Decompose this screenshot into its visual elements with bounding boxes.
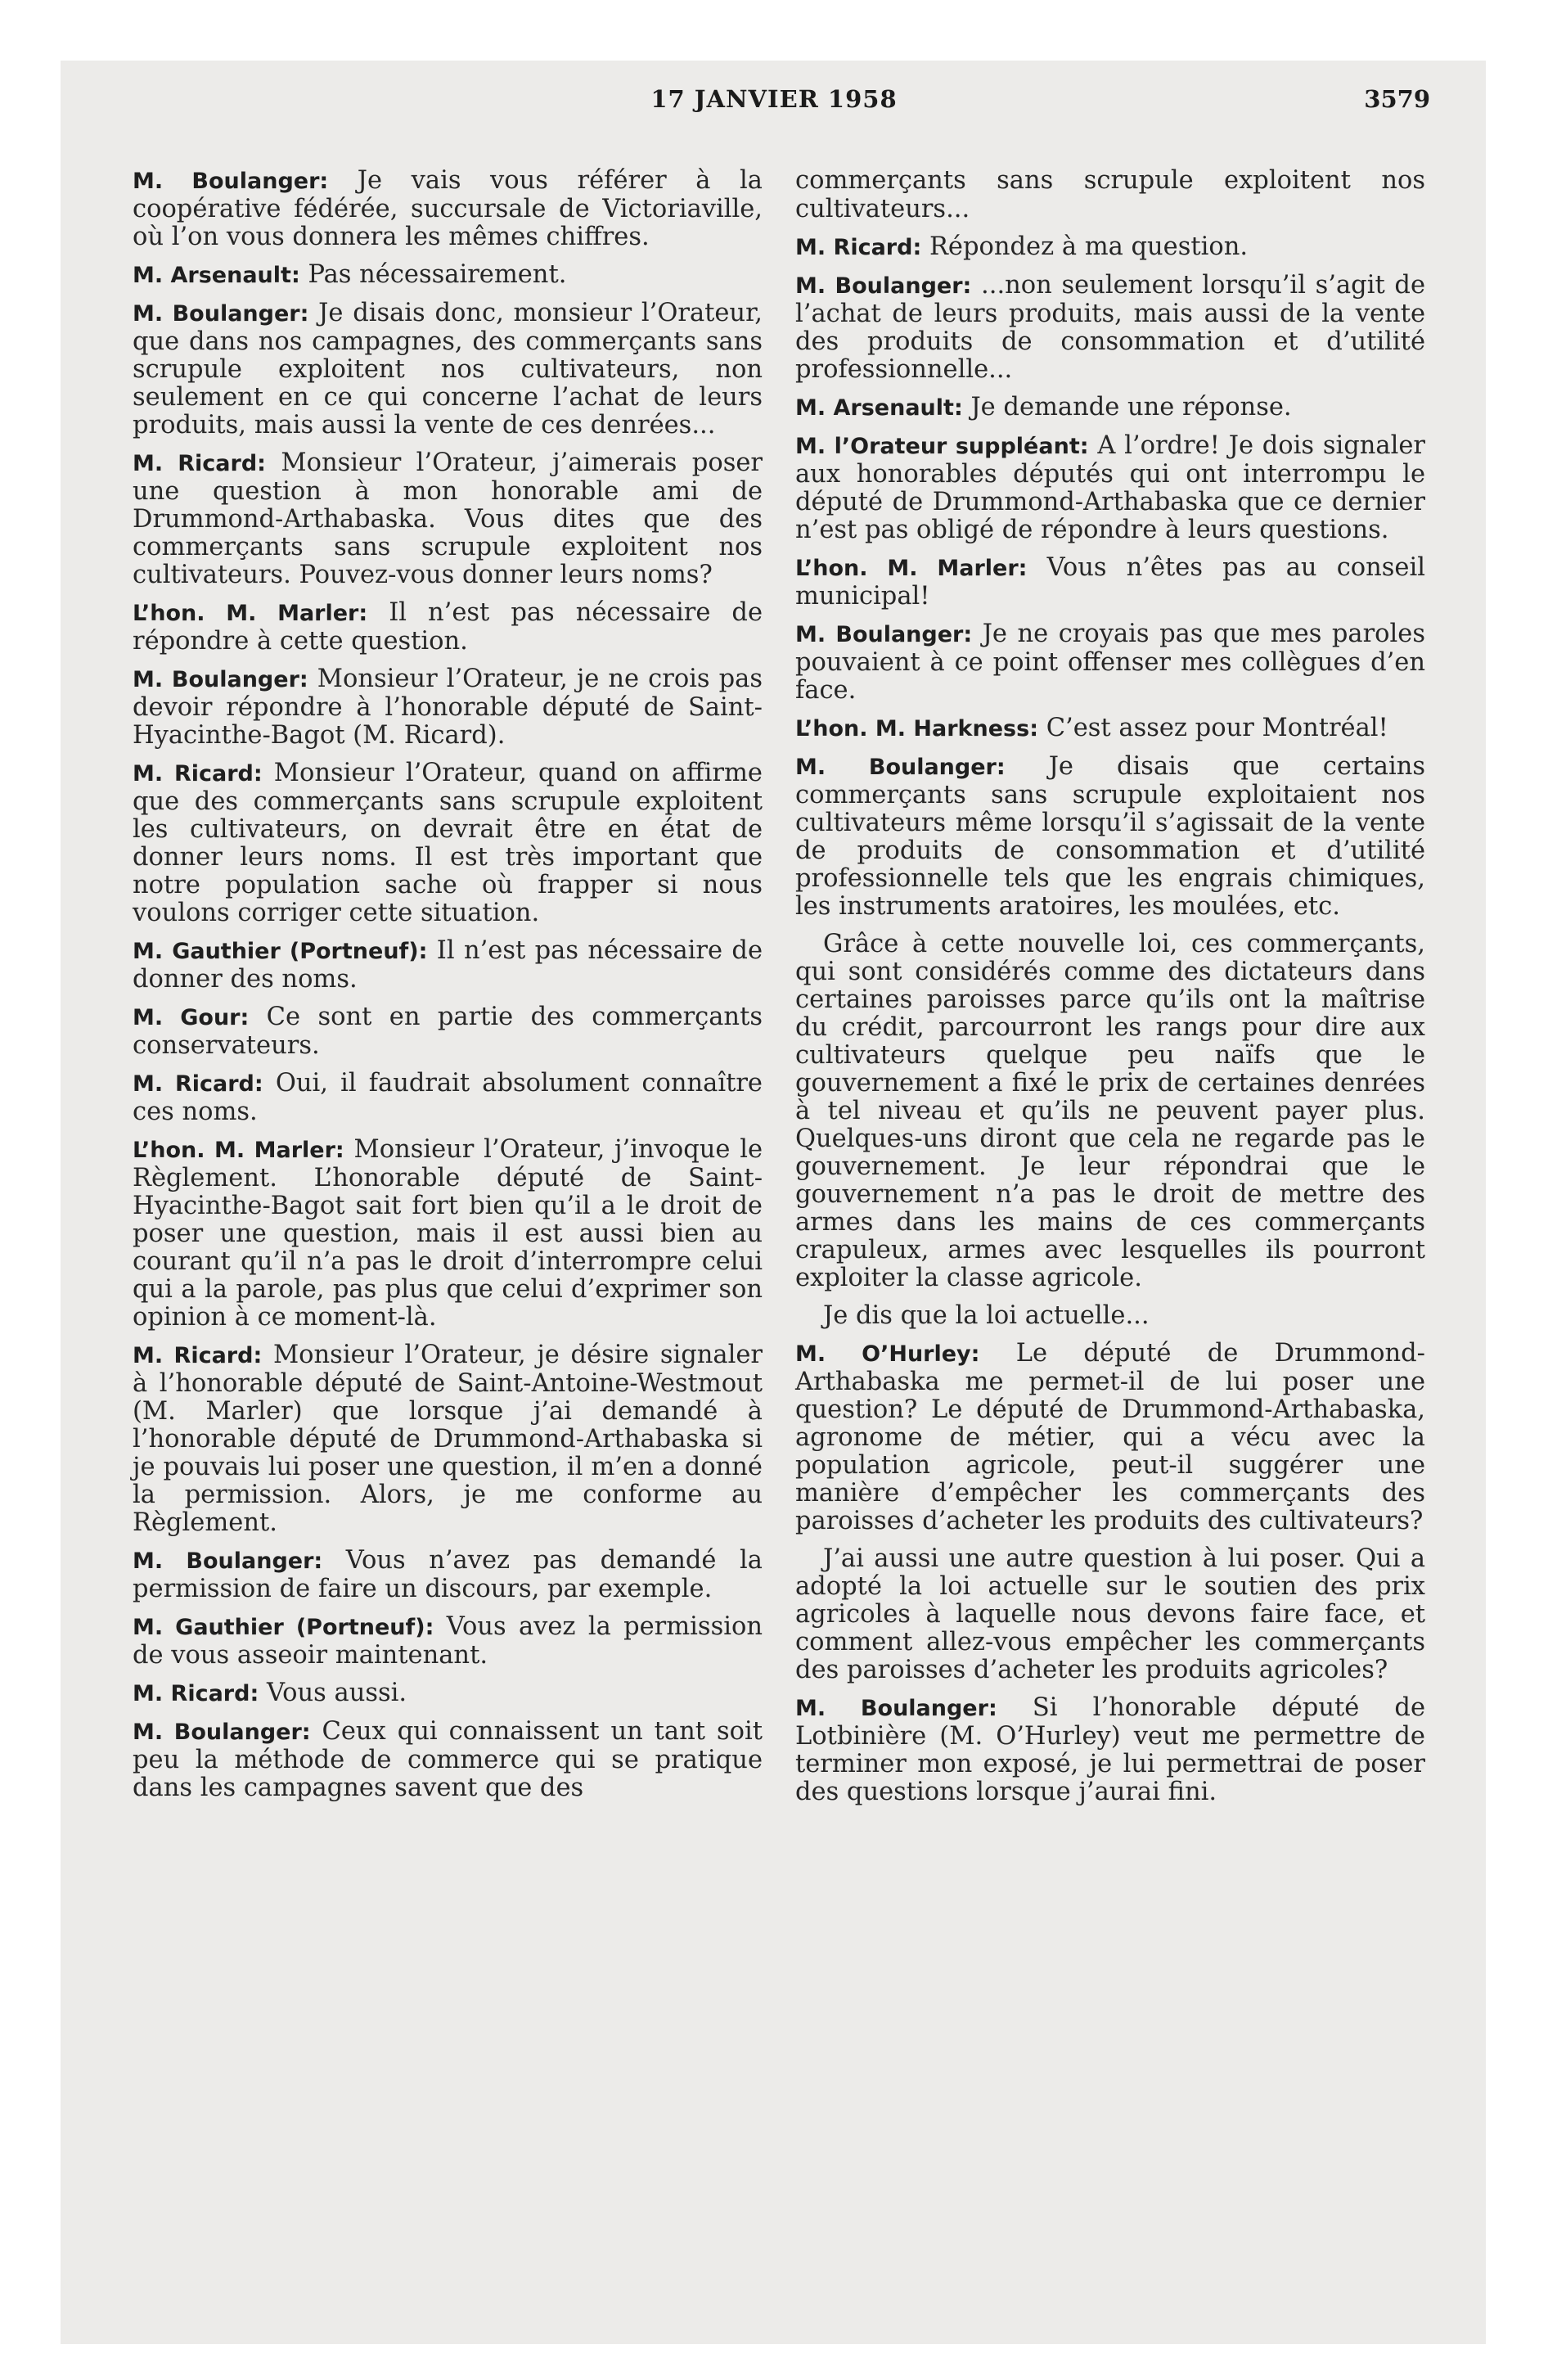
- speech-text: Monsieur l’Orateur, quand on affirme que des commerçants sans scrupule exploitent les cultivateurs, on devrait être en état de donner leurs noms. Il est très important que notre population sache où frapper si nous voulons corriger cette situation.: [133, 759, 763, 927]
- speech-text: Monsieur l’Orateur, je désire signaler à l’honorable député de Saint-Antoine-Westmout (M. Marler) que lorsque j’ai demandé à l’honorable député de Drummond-Arthabaska si je pouvais lui poser une question, il m’en a donné la permission. Alors, je me conforme au Règlement.: [133, 1341, 763, 1537]
- speech-text: Je demande une réponse.: [962, 393, 1292, 421]
- speech-text: A l’ordre! Je dois signaler aux honorables députés qui ont interrompu le député de Drummond-Arthabaska que ce dernier n’est pas obligé de répondre à leurs questions.: [795, 431, 1425, 544]
- paragraph: [795, 394, 1425, 422]
- paragraph: [133, 1613, 763, 1670]
- speech-text: Je ne croyais pas que mes paroles pouvaient à ce point offenser mes collègues d’en face.: [795, 620, 1425, 705]
- paragraph: [133, 1547, 763, 1603]
- paragraph: [795, 1302, 1425, 1330]
- paragraph: [795, 620, 1425, 705]
- paragraph: [795, 432, 1425, 544]
- speech-text: Vous n’êtes pas au conseil municipal!: [795, 553, 1425, 611]
- paragraph: [795, 167, 1425, 223]
- speech-text: Je vais vous référer à la coopérative fédérée, succursale de Victoriaville, où l’on vous donnera les mêmes chiffres.: [133, 166, 763, 251]
- speaker-name: M. Boulanger:: [795, 755, 1006, 780]
- speaker-name: M. O’Hurley:: [795, 1341, 980, 1367]
- page-number: 3579: [1364, 85, 1430, 113]
- speech-text: Vous aussi.: [259, 1679, 407, 1707]
- paragraph: [133, 300, 763, 439]
- speaker-name: M. Ricard:: [133, 1071, 263, 1097]
- paragraph: [133, 1679, 763, 1708]
- speech-text: Grâce à cette nouvelle loi, ces commerçants, qui sont considérés comme des dictateurs dans certaines paroisses parce qu’ils ont la maîtrise du crédit, parcourront les rangs pour dire aux cultivateurs quelque peu naïfs que le gouvernement a fixé le prix de certaines denrées à tel niveau et qu’ils ne peuvent payer plus. Quelques-uns diront que cela ne regarde pas le gouvernement. Je leur répondrai que le gouvernement n’a pas le droit de mettre des armes dans les mains de ces commerçants crapuleux, armes avec lesquelles ils pourront exploiter la classe agricole.: [795, 930, 1425, 1292]
- speech-text: Ceux qui connaissent un tant soit peu la méthode de commerce qui se pratique dans les campagnes savent que des: [133, 1717, 763, 1802]
- paragraph: [795, 554, 1425, 611]
- speaker-name: M. Ricard:: [795, 235, 922, 260]
- speech-text: Le député de Drummond-Arthabaska me permet-il de lui poser une question? Le député de Drummond-Arthabaska, agronome de métier, qui a vécu avec la population agricole, peut-il suggérer une manière d’empêcher les commerçants des paroisses d’acheter les produits des cultivateurs?: [795, 1339, 1425, 1535]
- speaker-name: M. Boulanger:: [133, 301, 309, 327]
- paragraph: [795, 1340, 1425, 1535]
- speech-text: J’ai aussi une autre question à lui poser. Qui a adopté la loi actuelle sur le soutien des prix agricoles à laquelle nous devons faire face, et comment allez-vous empêcher les commerçants des paroisses d’acheter les produits agricoles?: [795, 1544, 1425, 1684]
- speech-text: commerçants sans scrupule exploitent nos cultivateurs...: [795, 166, 1425, 223]
- paragraph: [795, 272, 1425, 384]
- speaker-name: M. Ricard:: [133, 1343, 263, 1368]
- left-column: [133, 167, 763, 1812]
- speech-text: Je dis que la loi actuelle...: [823, 1301, 1150, 1330]
- speaker-name: M. Boulanger:: [133, 1720, 311, 1745]
- paragraph: [795, 931, 1425, 1292]
- speech-text: Il n’est pas nécessaire de répondre à cette question.: [133, 598, 763, 656]
- speaker-name: M. Ricard:: [133, 761, 263, 787]
- paragraph: [795, 714, 1425, 743]
- paragraph: [133, 167, 763, 251]
- speech-text: Ce sont en partie des commerçants conservateurs.: [133, 1003, 763, 1060]
- speech-text: Monsieur l’Orateur, j’aimerais poser une question à mon honorable ami de Drummond-Arthabaska. Vous dites que des commerçants sans scrupule exploitent nos cultivateurs. Pouvez-vous donner leurs noms?: [133, 449, 763, 589]
- paragraph: [133, 261, 763, 290]
- speaker-name: L’hon. M. Harkness:: [795, 716, 1038, 741]
- paragraph: [133, 449, 763, 589]
- paragraph: [133, 1136, 763, 1332]
- paragraph: [133, 599, 763, 656]
- paragraph: [133, 1341, 763, 1537]
- speech-text: Vous avez la permission de vous asseoir maintenant.: [133, 1612, 763, 1670]
- paragraph: [133, 760, 763, 927]
- speaker-name: M. Gauthier (Portneuf):: [133, 1615, 434, 1640]
- speaker-name: M. Ricard:: [133, 1681, 259, 1706]
- speaker-name: M. Ricard:: [133, 451, 266, 476]
- speech-text: Monsieur l’Orateur, je ne crois pas devoir répondre à l’honorable député de Saint-Hyacinthe-Bagot (M. Ricard).: [133, 665, 763, 750]
- speech-text: C’est assez pour Montréal!: [1038, 714, 1388, 742]
- paragraph: [795, 1545, 1425, 1684]
- speech-text: Il n’est pas nécessaire de donner des noms.: [133, 936, 763, 994]
- speaker-name: M. Arsenault:: [133, 263, 300, 288]
- speech-text: Monsieur l’Orateur, j’invoque le Règlement. L’honorable député de Saint-Hyacinthe-Bagot sait fort bien qu’il a le droit de poser une question, mais il est aussi bien au courant qu’il n’a pas le droit d’interrompre celui qui a la parole, pas plus que celui d’exprimer son opinion à ce moment-là.: [133, 1135, 763, 1332]
- paragraph: [133, 1718, 763, 1802]
- speech-text: Si l’honorable député de Lotbinière (M. O’Hurley) veut me permettre de terminer mon exposé, je lui permettrai de poser des questions lorsque j’aurai fini.: [795, 1693, 1426, 1806]
- paragraph: [795, 1694, 1425, 1806]
- header-date: 17 JANVIER 1958: [650, 85, 898, 113]
- speaker-name: M. Gour:: [133, 1005, 250, 1030]
- page-header: [61, 85, 1487, 123]
- speech-text: Je disais que certains commerçants sans scrupule exploitaient nos cultivateurs même lorsqu’il s’agissait de la vente de produits de consommation et d’utilité professionnelle tels que les engrais chimiques, les instruments aratoires, les moulées, etc.: [795, 752, 1426, 921]
- speaker-name: M. Boulanger:: [133, 667, 308, 692]
- speech-text: ...non seulement lorsqu’il s’agit de l’achat de leurs produits, mais aussi de la vente des produits de consommation et d’utilité professionnelle...: [795, 271, 1426, 384]
- paragraph: [133, 665, 763, 750]
- paragraph: [795, 753, 1425, 921]
- paragraph: [133, 1003, 763, 1060]
- speaker-name: L’hon. M. Marler:: [795, 556, 1028, 581]
- speaker-name: M. Boulanger:: [133, 169, 329, 194]
- speaker-name: M. Boulanger:: [795, 622, 973, 647]
- speech-text: Répondez à ma question.: [921, 232, 1249, 261]
- speech-text: Pas nécessairement.: [299, 260, 567, 289]
- speech-text: Je disais donc, monsieur l’Orateur, que dans nos campagnes, des commerçants sans scrupule exploitent nos cultivateurs, non seulement en ce qui concerne l’achat de leurs produits, mais aussi la vente de ces denrées...: [133, 299, 763, 439]
- speaker-name: M. Boulanger:: [795, 273, 972, 299]
- speaker-name: M. Gauthier (Portneuf):: [133, 939, 428, 964]
- paragraph: [133, 1070, 763, 1126]
- speech-text: Vous n’avez pas demandé la permission de faire un discours, par exemple.: [133, 1546, 763, 1603]
- speaker-name: M. Arsenault:: [795, 395, 963, 421]
- speaker-name: M. l’Orateur suppléant:: [795, 434, 1089, 459]
- speaker-name: M. Boulanger:: [133, 1548, 323, 1574]
- speaker-name: L’hon. M. Marler:: [133, 601, 368, 626]
- speaker-name: L’hon. M. Marler:: [133, 1138, 344, 1163]
- right-column: [795, 167, 1425, 1816]
- speech-text: Oui, il faudrait absolument connaître ces noms.: [133, 1069, 763, 1126]
- speaker-name: M. Boulanger:: [795, 1696, 997, 1721]
- paragraph: [795, 233, 1425, 262]
- paragraph: [133, 937, 763, 994]
